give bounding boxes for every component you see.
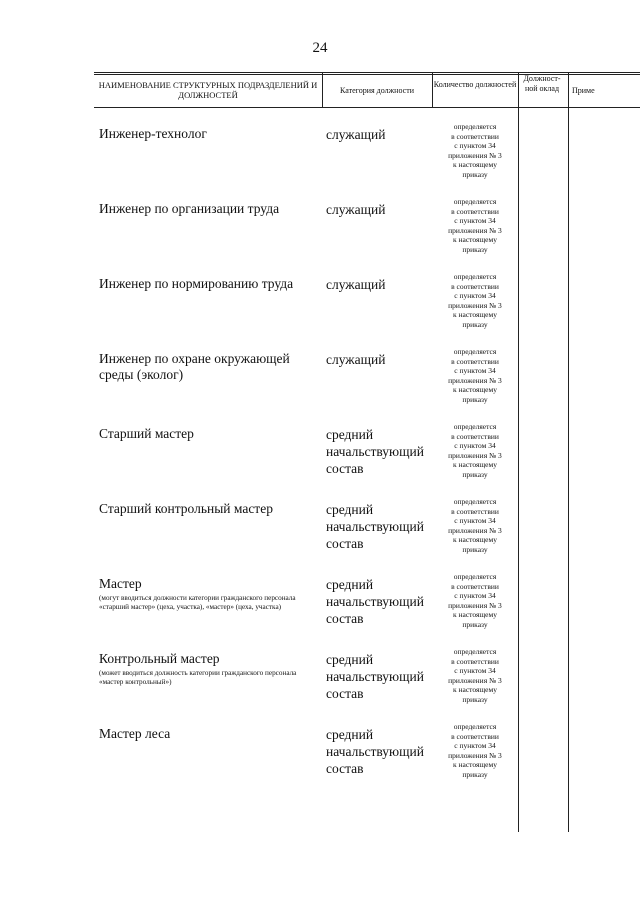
quantity-line: приложения № 3: [448, 750, 502, 760]
quantity-line: к настоящему: [452, 385, 498, 394]
quantity-line: в соответствии: [451, 431, 499, 441]
position-title: Инженер по организации труда: [99, 201, 280, 216]
position-cell: [99, 126, 319, 142]
quantity-line: с пунктом 34: [454, 741, 496, 750]
quantity-line: определяется: [453, 722, 497, 731]
quantity-line: определяется: [453, 647, 497, 656]
quantity-line: в соответствии: [451, 656, 499, 666]
quantity-line: к настоящему: [452, 535, 498, 544]
header-bottom-rule: [94, 107, 640, 108]
quantity-line: к настоящему: [452, 610, 498, 619]
quantity-line: приложения № 3: [448, 150, 502, 160]
category-cell: средний начальствующий состав: [326, 577, 424, 626]
position-title: Инженер по охране окружающей среды (эколог): [99, 351, 290, 382]
position-cell: [99, 726, 319, 742]
position-cell: [99, 201, 319, 217]
quantity-line: в соответствии: [451, 131, 499, 141]
quantity-line: приказу: [462, 619, 488, 629]
position-title: Старший контрольный мастер: [99, 501, 273, 516]
table-top-rule: [94, 72, 640, 73]
category-cell: служащий: [326, 277, 386, 292]
position-title: Мастер леса: [99, 726, 171, 741]
table-row: [94, 347, 640, 425]
quantity-line: определяется: [453, 347, 497, 356]
quantity-line: в соответствии: [451, 281, 499, 291]
quantity-cell: [432, 197, 518, 254]
quantity-line: приложения № 3: [448, 600, 502, 610]
quantity-cell: [432, 497, 518, 554]
quantity-line: с пунктом 34: [454, 141, 496, 150]
quantity-line: с пунктом 34: [454, 366, 496, 375]
quantity-line: приложения № 3: [448, 525, 502, 535]
quantity-cell: [432, 572, 518, 629]
category-cell: служащий: [326, 127, 386, 142]
quantity-cell: [432, 347, 518, 404]
quantity-line: с пунктом 34: [454, 666, 496, 675]
quantity-line: к настоящему: [452, 760, 498, 769]
quantity-line: к настоящему: [452, 310, 498, 319]
position-cell: [99, 351, 319, 383]
quantity-line: с пунктом 34: [454, 516, 496, 525]
table-row: [94, 197, 640, 275]
quantity-line: к настоящему: [452, 160, 498, 169]
quantity-line: в соответствии: [451, 731, 499, 741]
table-row: [94, 647, 640, 725]
quantity-cell: [432, 722, 518, 779]
quantity-line: с пунктом 34: [454, 591, 496, 600]
position-cell: [99, 576, 319, 612]
quantity-line: приказу: [462, 169, 488, 179]
quantity-line: приложения № 3: [448, 450, 502, 460]
quantity-line: к настоящему: [452, 460, 498, 469]
position-cell: [99, 501, 319, 517]
position-title: Контрольный мастер: [99, 651, 220, 666]
category-cell: средний начальствующий состав: [326, 427, 424, 476]
quantity-line: с пунктом 34: [454, 441, 496, 450]
quantity-line: определяется: [453, 422, 497, 431]
quantity-line: приказу: [462, 394, 488, 404]
position-title: Старший мастер: [99, 426, 194, 441]
position-cell: [99, 426, 319, 442]
category-cell: средний начальствующий состав: [326, 727, 424, 776]
quantity-cell: [432, 272, 518, 329]
quantity-line: приложения № 3: [448, 225, 502, 235]
quantity-line: приказу: [462, 544, 488, 554]
position-title: Инженер-технолог: [99, 126, 207, 141]
category-cell: средний начальствующий состав: [326, 502, 424, 551]
quantity-cell: [432, 422, 518, 479]
quantity-line: в соответствии: [451, 506, 499, 516]
quantity-line: приказу: [462, 769, 488, 779]
table-row: [94, 422, 640, 500]
category-cell: служащий: [326, 202, 386, 217]
quantity-line: в соответствии: [451, 581, 499, 591]
quantity-line: с пунктом 34: [454, 291, 496, 300]
quantity-line: определяется: [453, 272, 497, 281]
table-row: [94, 722, 640, 800]
quantity-line: определяется: [453, 497, 497, 506]
position-note: (может вводиться должность категории гражданского персонала «мастер контрольный»): [99, 669, 297, 686]
table-row: [94, 272, 640, 350]
quantity-line: приказу: [462, 694, 488, 704]
quantity-line: приложения № 3: [448, 375, 502, 385]
header-quantity: Количество должностей: [433, 80, 517, 89]
table-row: [94, 497, 640, 575]
position-title: Инженер по нормированию труда: [99, 276, 294, 291]
table-row: [94, 572, 640, 650]
quantity-line: определяется: [453, 197, 497, 206]
quantity-cell: [432, 647, 518, 704]
quantity-line: приказу: [462, 469, 488, 479]
quantity-line: в соответствии: [451, 356, 499, 366]
header-divider-2: [432, 72, 433, 108]
quantity-line: к настоящему: [452, 685, 498, 694]
quantity-cell: [432, 122, 518, 179]
staff-table: [94, 72, 640, 832]
header-category: Категория должности: [340, 86, 414, 95]
position-note: (могут вводиться должности категории гражданского персонала «старший мастер» (цеха, участка), «мастер» (цеха, участка): [99, 594, 296, 611]
header-positions: НАИМЕНОВАНИЕ СТРУКТУРНЫХ ПОДРАЗДЕЛЕНИЙ И ДОЛЖНОСТЕЙ: [98, 80, 318, 100]
position-title: Мастер: [99, 576, 142, 591]
quantity-line: к настоящему: [452, 235, 498, 244]
position-cell: [99, 276, 319, 292]
header-notes: Приме: [572, 86, 595, 95]
category-cell: служащий: [326, 352, 386, 367]
position-cell: [99, 651, 319, 687]
quantity-line: определяется: [453, 122, 497, 131]
quantity-line: приложения № 3: [448, 300, 502, 310]
category-cell: средний начальствующий состав: [326, 652, 424, 701]
quantity-line: с пунктом 34: [454, 216, 496, 225]
quantity-line: приказу: [462, 319, 488, 329]
header-salary: Должност-ной оклад: [523, 74, 561, 93]
quantity-line: приказу: [462, 244, 488, 254]
quantity-line: в соответствии: [451, 206, 499, 216]
page-number: 24: [312, 40, 328, 56]
quantity-line: определяется: [453, 572, 497, 581]
quantity-line: приложения № 3: [448, 675, 502, 685]
table-row: [94, 122, 640, 200]
